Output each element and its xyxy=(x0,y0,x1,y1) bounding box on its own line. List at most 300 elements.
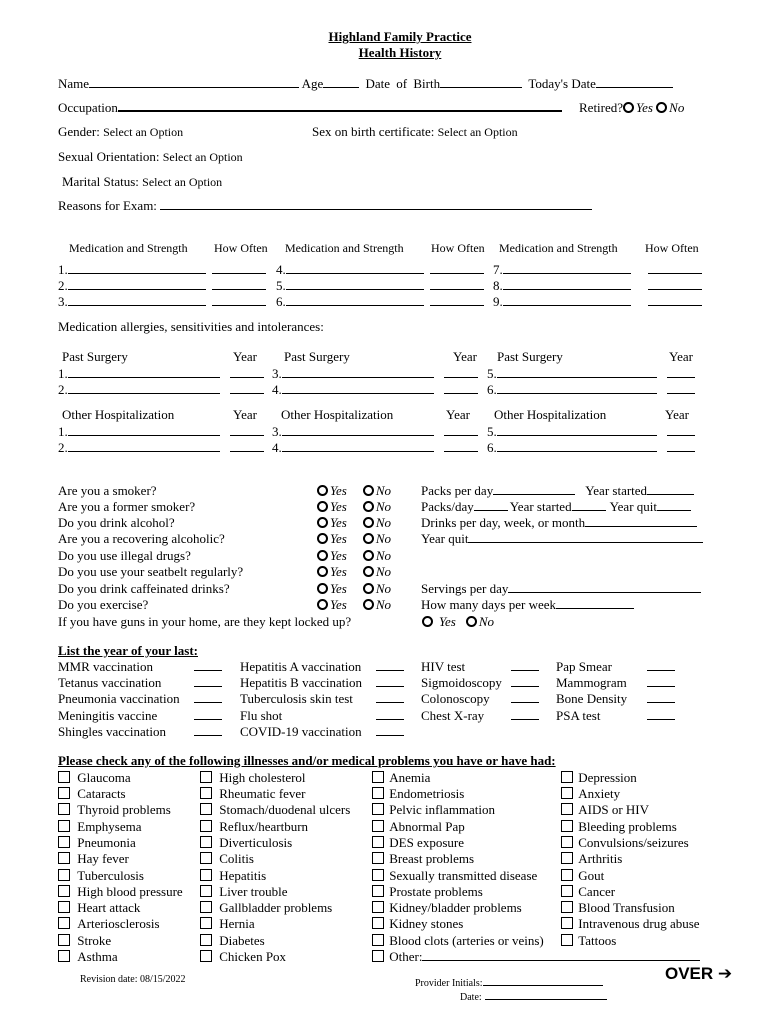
reasons-field[interactable] xyxy=(160,199,592,210)
surgery-field[interactable] xyxy=(497,367,657,378)
year-started-field[interactable] xyxy=(572,500,606,511)
year-field[interactable] xyxy=(230,367,264,378)
yes-radio[interactable] xyxy=(317,599,328,610)
year-field[interactable] xyxy=(230,383,264,394)
vax-item: Tetanus vaccination xyxy=(58,675,162,690)
sex-cert-label: Sex on birth certificate: xyxy=(312,124,435,139)
illness-item[interactable]: DES exposure xyxy=(372,835,464,850)
initials-field[interactable] xyxy=(483,977,603,986)
hosp-header-2: Other Hospitalization xyxy=(281,407,394,422)
illness-item[interactable]: Cataracts xyxy=(58,786,126,801)
occupation-row xyxy=(58,100,562,115)
surgery-row: 3. xyxy=(272,366,478,381)
checkbox[interactable] xyxy=(58,917,70,929)
no-radio[interactable] xyxy=(363,566,374,577)
vax-item: HIV test xyxy=(421,659,466,674)
illness-item[interactable]: Convulsions/seizures xyxy=(561,835,689,850)
vax-item: Pap Smear xyxy=(556,659,612,674)
med-row-8: 8. xyxy=(493,278,702,293)
practice-name: Highland Family Practice xyxy=(328,29,472,44)
illness-item[interactable]: High cholesterol xyxy=(200,770,306,785)
med-header-1: Medication and Strength xyxy=(69,241,188,255)
checkbox[interactable] xyxy=(200,950,212,962)
illness-item[interactable]: Diabetes xyxy=(200,933,265,948)
radio-pair-guns: Yes No xyxy=(422,614,494,629)
reasons-label: Reasons for Exam: xyxy=(58,198,157,213)
year-header-4: Year xyxy=(233,407,257,422)
servings-row: Servings per day xyxy=(421,581,701,596)
date-field[interactable] xyxy=(485,991,607,1000)
q-exercise: Do you exercise? xyxy=(58,597,149,612)
illness-item[interactable]: Glaucoma xyxy=(58,770,131,785)
illness-item-other[interactable]: Other: xyxy=(372,949,700,964)
med-row-3: 3. xyxy=(58,294,266,309)
hosp-field[interactable] xyxy=(497,441,657,452)
illness-item[interactable]: Emphysema xyxy=(58,819,142,834)
packs-day-field[interactable] xyxy=(474,500,508,511)
illness-item[interactable]: Hepatitis xyxy=(200,868,266,883)
provider-date: Date: xyxy=(460,990,607,1005)
yes-radio[interactable] xyxy=(317,501,328,512)
hosp-field[interactable] xyxy=(68,441,220,452)
checkbox[interactable] xyxy=(561,885,573,897)
checkbox[interactable] xyxy=(58,934,70,946)
days-field[interactable] xyxy=(556,598,634,609)
hosp-field[interactable] xyxy=(68,425,220,436)
radio-pair: Yes No xyxy=(317,483,391,498)
illness-heading: Please check any of the following illnesses and/or medical problems you have or have had: xyxy=(58,753,556,768)
checkbox[interactable] xyxy=(561,917,573,929)
hosp-row: 2. xyxy=(58,440,264,455)
name-field[interactable] xyxy=(89,77,299,88)
illness-item[interactable]: Kidney/bladder problems xyxy=(372,900,522,915)
how-field[interactable] xyxy=(430,295,484,306)
checkbox[interactable] xyxy=(561,869,573,881)
vax-year-field[interactable] xyxy=(376,709,404,720)
med-field[interactable] xyxy=(68,263,206,274)
illness-item[interactable]: Anemia xyxy=(372,770,430,785)
vax-item: Colonoscopy xyxy=(421,691,490,706)
year-field[interactable] xyxy=(444,367,478,378)
retired-yes-label: Yes xyxy=(636,100,653,115)
checkbox[interactable] xyxy=(200,901,212,913)
illness-item[interactable]: Colitis xyxy=(200,851,254,866)
no-radio[interactable] xyxy=(363,517,374,528)
med-row-4: 4. xyxy=(276,262,484,277)
dob-field[interactable] xyxy=(440,77,522,88)
checkbox[interactable] xyxy=(58,771,70,783)
vax-item: Shingles vaccination xyxy=(58,724,166,739)
checkbox[interactable] xyxy=(200,934,212,946)
illness-item[interactable]: Thyroid problems xyxy=(58,802,171,817)
illness-item[interactable]: Kidney stones xyxy=(372,916,463,931)
med-header-2: Medication and Strength xyxy=(285,241,404,255)
checkbox[interactable] xyxy=(372,787,384,799)
year-field[interactable] xyxy=(667,383,695,394)
illness-item[interactable]: Rheumatic fever xyxy=(200,786,306,801)
checkbox[interactable] xyxy=(200,820,212,832)
q-guns: If you have guns in your home, are they kept locked up? xyxy=(58,614,352,629)
vax-year-field[interactable] xyxy=(511,660,539,671)
vax-year-field[interactable] xyxy=(647,709,675,720)
med-field[interactable] xyxy=(68,279,206,290)
name-row xyxy=(58,76,673,91)
vax-year-field[interactable] xyxy=(376,692,404,703)
year-field[interactable] xyxy=(230,441,264,452)
year-field[interactable] xyxy=(444,441,478,452)
illness-item[interactable]: Gout xyxy=(561,868,604,883)
vax-year-field[interactable] xyxy=(376,725,404,736)
yes-radio[interactable] xyxy=(317,566,328,577)
quit-row: Year quit xyxy=(421,531,703,546)
form-title: Health History xyxy=(358,45,442,60)
checkbox[interactable] xyxy=(200,803,212,815)
radio-pair: Yes No xyxy=(317,581,391,596)
no-radio[interactable] xyxy=(363,599,374,610)
radio-pair: Yes No xyxy=(317,597,391,612)
med-row-9: 9. xyxy=(493,294,702,309)
med-field[interactable] xyxy=(68,295,206,306)
checkbox[interactable] xyxy=(372,836,384,848)
retired-label: Retired? xyxy=(579,100,624,115)
past-surgery-header-3: Past Surgery xyxy=(497,349,563,364)
servings-field[interactable] xyxy=(508,582,701,593)
drinks-field[interactable] xyxy=(585,516,697,527)
orientation-select[interactable]: Select an Option xyxy=(162,150,243,164)
med-row-2: 2. xyxy=(58,278,266,293)
q-seatbelt: Do you use your seatbelt regularly? xyxy=(58,564,244,579)
hosp-field[interactable] xyxy=(282,441,434,452)
surgery-field[interactable] xyxy=(497,383,657,394)
vax-item: Hepatitis B vaccination xyxy=(240,675,363,690)
how-field[interactable] xyxy=(212,263,266,274)
arrow-right-icon: ➔ xyxy=(717,964,733,983)
sex-cert-select[interactable]: Select an Option xyxy=(437,125,518,139)
illness-item[interactable]: Chicken Pox xyxy=(200,949,286,964)
illness-item[interactable]: Prostate problems xyxy=(372,884,483,899)
how-field[interactable] xyxy=(430,279,484,290)
vax-item: Mammogram xyxy=(556,675,627,690)
radio-pair: Yes No xyxy=(317,548,391,563)
vax-year-field[interactable] xyxy=(194,660,222,671)
hosp-field[interactable] xyxy=(497,425,657,436)
illness-item[interactable]: Endometriosis xyxy=(372,786,464,801)
checkbox[interactable] xyxy=(58,885,70,897)
days-row: How many days per week xyxy=(421,597,634,612)
surgery-row: 2. xyxy=(58,382,264,397)
year-header-1: Year xyxy=(233,349,257,364)
vax-item: Meningitis vaccine xyxy=(58,708,158,723)
radio-pair: Yes No xyxy=(317,564,391,579)
how-field[interactable] xyxy=(212,279,266,290)
gender-select[interactable]: Select an Option xyxy=(103,125,184,139)
checkbox[interactable] xyxy=(561,771,573,783)
no-radio[interactable] xyxy=(363,485,374,496)
checkbox[interactable] xyxy=(372,852,384,864)
med-field[interactable] xyxy=(503,279,631,290)
surgery-row: 4. xyxy=(272,382,478,397)
med-field[interactable] xyxy=(286,295,424,306)
radio-pair: Yes No xyxy=(317,531,391,546)
illness-item[interactable]: Pneumonia xyxy=(58,835,136,850)
vax-year-field[interactable] xyxy=(511,676,539,687)
year-field[interactable] xyxy=(667,425,695,436)
radio-pair: Yes No xyxy=(317,515,391,530)
illness-item[interactable]: Tattoos xyxy=(561,933,616,948)
vax-year-field[interactable] xyxy=(647,692,675,703)
hosp-row: 6. xyxy=(487,440,695,455)
illness-item[interactable]: Sexually transmitted disease xyxy=(372,868,537,883)
illness-item[interactable]: Stomach/duodenal ulcers xyxy=(200,802,350,817)
checkbox[interactable] xyxy=(561,934,573,946)
checkbox[interactable] xyxy=(372,934,384,946)
illness-item[interactable]: Pelvic inflammation xyxy=(372,802,495,817)
checkbox[interactable] xyxy=(200,869,212,881)
retired-no-radio[interactable] xyxy=(656,102,667,113)
surgery-field[interactable] xyxy=(68,383,220,394)
checkbox[interactable] xyxy=(200,836,212,848)
surgery-row: 5. xyxy=(487,366,695,381)
checkbox[interactable] xyxy=(58,852,70,864)
no-radio[interactable] xyxy=(363,583,374,594)
year-quit-field[interactable] xyxy=(468,532,703,543)
checkbox[interactable] xyxy=(200,885,212,897)
hosp-row: 4. xyxy=(272,440,478,455)
year-field[interactable] xyxy=(667,441,695,452)
illness-item[interactable]: Blood clots (arteries or veins) xyxy=(372,933,544,948)
vax-item: Hepatitis A vaccination xyxy=(240,659,362,674)
checkbox[interactable] xyxy=(372,950,384,962)
name-label: Name xyxy=(58,76,90,91)
occupation-field[interactable] xyxy=(118,101,562,112)
drinks-row: Drinks per day, week, or month xyxy=(421,515,697,530)
checkbox[interactable] xyxy=(372,901,384,913)
year-header-5: Year xyxy=(446,407,470,422)
q-former-smoker: Are you a former smoker? xyxy=(58,499,196,514)
yes-radio[interactable] xyxy=(422,616,433,627)
illness-item[interactable]: Depression xyxy=(561,770,637,785)
vax-year-field[interactable] xyxy=(511,692,539,703)
vaccine-heading: List the year of your last: xyxy=(58,643,198,658)
age-field[interactable] xyxy=(323,77,359,88)
vax-year-field[interactable] xyxy=(194,709,222,720)
year-field[interactable] xyxy=(230,425,264,436)
former-row: Packs/day Year started Year quit xyxy=(421,499,691,514)
illness-item[interactable]: Gallbladder problems xyxy=(200,900,332,915)
past-surgery-header-2: Past Surgery xyxy=(284,349,350,364)
illness-item[interactable]: Stroke xyxy=(58,933,111,948)
provider-initials: Provider Initials: xyxy=(415,976,603,991)
allergies-label: Medication allergies, sensitivities and intolerances: xyxy=(58,319,324,334)
checkbox[interactable] xyxy=(372,869,384,881)
vax-year-field[interactable] xyxy=(194,676,222,687)
illness-item[interactable]: Liver trouble xyxy=(200,884,287,899)
checkbox[interactable] xyxy=(58,869,70,881)
vax-item: Flu shot xyxy=(240,708,283,723)
yes-radio[interactable] xyxy=(317,517,328,528)
illness-item[interactable]: High blood pressure xyxy=(58,884,183,899)
vax-year-field[interactable] xyxy=(194,725,222,736)
med-row-7: 7. xyxy=(493,262,702,277)
med-row-5: 5. xyxy=(276,278,484,293)
q-recovering: Are you a recovering alcoholic? xyxy=(58,531,225,546)
how-header-2: How Often xyxy=(431,241,485,255)
checkbox[interactable] xyxy=(58,820,70,832)
gender-label: Gender: xyxy=(58,124,100,139)
no-radio[interactable] xyxy=(363,533,374,544)
vax-year-field[interactable] xyxy=(376,676,404,687)
year-field[interactable] xyxy=(444,425,478,436)
how-field[interactable] xyxy=(648,295,702,306)
checkbox[interactable] xyxy=(561,852,573,864)
illness-item[interactable]: Tuberculosis xyxy=(58,868,144,883)
hosp-header-1: Other Hospitalization xyxy=(62,407,175,422)
vax-item: Tuberculosis skin test xyxy=(240,691,353,706)
no-radio[interactable] xyxy=(363,501,374,512)
retired-group xyxy=(579,100,684,115)
illness-item[interactable]: Intravenous drug abuse xyxy=(561,916,700,931)
year-header-3: Year xyxy=(669,349,693,364)
checkbox[interactable] xyxy=(58,803,70,815)
surgery-field[interactable] xyxy=(282,383,434,394)
orientation-label: Sexual Orientation: xyxy=(58,149,160,164)
checkbox[interactable] xyxy=(58,950,70,962)
checkbox[interactable] xyxy=(372,917,384,929)
checkbox[interactable] xyxy=(372,771,384,783)
hosp-field[interactable] xyxy=(282,425,434,436)
checkbox[interactable] xyxy=(372,820,384,832)
q-drugs: Do you use illegal drugs? xyxy=(58,548,191,563)
yes-radio[interactable] xyxy=(317,533,328,544)
vax-year-field[interactable] xyxy=(647,676,675,687)
med-header-3: Medication and Strength xyxy=(499,241,618,255)
year-field[interactable] xyxy=(444,383,478,394)
how-field[interactable] xyxy=(648,263,702,274)
vax-item: COVID-19 vaccination xyxy=(240,724,362,739)
how-field[interactable] xyxy=(648,279,702,290)
checkbox[interactable] xyxy=(561,787,573,799)
vax-item: Bone Density xyxy=(556,691,628,706)
med-row-1: 1. xyxy=(58,262,266,277)
illness-item[interactable]: Breast problems xyxy=(372,851,474,866)
retired-no-label: No xyxy=(669,100,685,115)
checkbox[interactable] xyxy=(58,901,70,913)
checkbox[interactable] xyxy=(561,901,573,913)
surgery-field[interactable] xyxy=(68,367,220,378)
year-started-field[interactable] xyxy=(647,484,694,495)
age-label: Age xyxy=(301,76,324,91)
year-field[interactable] xyxy=(667,367,695,378)
illness-item[interactable]: Heart attack xyxy=(58,900,140,915)
year-header-2: Year xyxy=(453,349,477,364)
how-header-3: How Often xyxy=(645,241,699,255)
illness-item[interactable]: Diverticulosis xyxy=(200,835,292,850)
checkbox[interactable] xyxy=(58,836,70,848)
occupation-label: Occupation xyxy=(58,100,118,115)
med-field[interactable] xyxy=(503,263,631,274)
checkbox[interactable] xyxy=(200,771,212,783)
revision-date: Revision date: 08/15/2022 xyxy=(80,974,186,985)
vax-item: Sigmoidoscopy xyxy=(421,675,502,690)
year-header-6: Year xyxy=(665,407,689,422)
illness-item[interactable]: Abnormal Pap xyxy=(372,819,465,834)
dob-label: Date of Birth xyxy=(365,76,441,91)
year-quit-field[interactable] xyxy=(657,500,691,511)
checkbox[interactable] xyxy=(200,787,212,799)
vax-year-field[interactable] xyxy=(194,692,222,703)
checkbox[interactable] xyxy=(200,917,212,929)
hosp-row: 5. xyxy=(487,424,695,439)
q-caffeine: Do you drink caffeinated drinks? xyxy=(58,581,230,596)
vax-item: Pneumonia vaccination xyxy=(58,691,180,706)
today-field[interactable] xyxy=(596,77,673,88)
packs-row: Packs per day Year started xyxy=(421,483,694,498)
illness-item[interactable]: Hernia xyxy=(200,916,255,931)
vax-year-field[interactable] xyxy=(511,709,539,720)
illness-item[interactable]: Hay fever xyxy=(58,851,129,866)
checkbox[interactable] xyxy=(561,820,573,832)
q-alcohol: Do you drink alcohol? xyxy=(58,515,175,530)
checkbox[interactable] xyxy=(58,787,70,799)
med-field[interactable] xyxy=(286,263,424,274)
illness-item[interactable]: AIDS or HIV xyxy=(561,802,649,817)
illness-item[interactable]: Asthma xyxy=(58,949,118,964)
surgery-row: 6. xyxy=(487,382,695,397)
illness-item[interactable]: Blood Transfusion xyxy=(561,900,675,915)
illness-item[interactable]: Arthritis xyxy=(561,851,622,866)
med-field[interactable] xyxy=(503,295,631,306)
illness-item[interactable]: Reflux/heartburn xyxy=(200,819,308,834)
illness-item[interactable]: Arteriosclerosis xyxy=(58,916,160,931)
illness-item[interactable]: Anxiety xyxy=(561,786,620,801)
no-radio[interactable] xyxy=(466,616,477,627)
vax-item: PSA test xyxy=(556,708,601,723)
illness-item[interactable]: Cancer xyxy=(561,884,615,899)
yes-radio[interactable] xyxy=(317,550,328,561)
surgery-row: 1. xyxy=(58,366,264,381)
med-field[interactable] xyxy=(286,279,424,290)
checkbox[interactable] xyxy=(561,836,573,848)
surgery-field[interactable] xyxy=(282,367,434,378)
no-radio[interactable] xyxy=(363,550,374,561)
checkbox[interactable] xyxy=(372,803,384,815)
vax-item: Chest X-ray xyxy=(421,708,485,723)
how-field[interactable] xyxy=(212,295,266,306)
packs-field[interactable] xyxy=(493,484,575,495)
marital-label: Marital Status: xyxy=(62,174,139,189)
illness-item[interactable]: Bleeding problems xyxy=(561,819,677,834)
other-field[interactable] xyxy=(422,950,700,961)
vax-item: MMR vaccination xyxy=(58,659,153,674)
yes-radio[interactable] xyxy=(317,485,328,496)
radio-pair: Yes No xyxy=(317,499,391,514)
over-label: OVER ➔ xyxy=(665,964,733,983)
checkbox[interactable] xyxy=(372,885,384,897)
hosp-header-3: Other Hospitalization xyxy=(494,407,607,422)
vax-year-field[interactable] xyxy=(376,660,404,671)
med-row-6: 6. xyxy=(276,294,484,309)
hosp-row: 1. xyxy=(58,424,264,439)
retired-yes-radio[interactable] xyxy=(623,102,634,113)
marital-select[interactable]: Select an Option xyxy=(142,175,223,189)
how-field[interactable] xyxy=(430,263,484,274)
checkbox[interactable] xyxy=(561,803,573,815)
hosp-row: 3. xyxy=(272,424,478,439)
yes-radio[interactable] xyxy=(317,583,328,594)
q-smoker: Are you a smoker? xyxy=(58,483,157,498)
checkbox[interactable] xyxy=(200,852,212,864)
vax-year-field[interactable] xyxy=(647,660,675,671)
